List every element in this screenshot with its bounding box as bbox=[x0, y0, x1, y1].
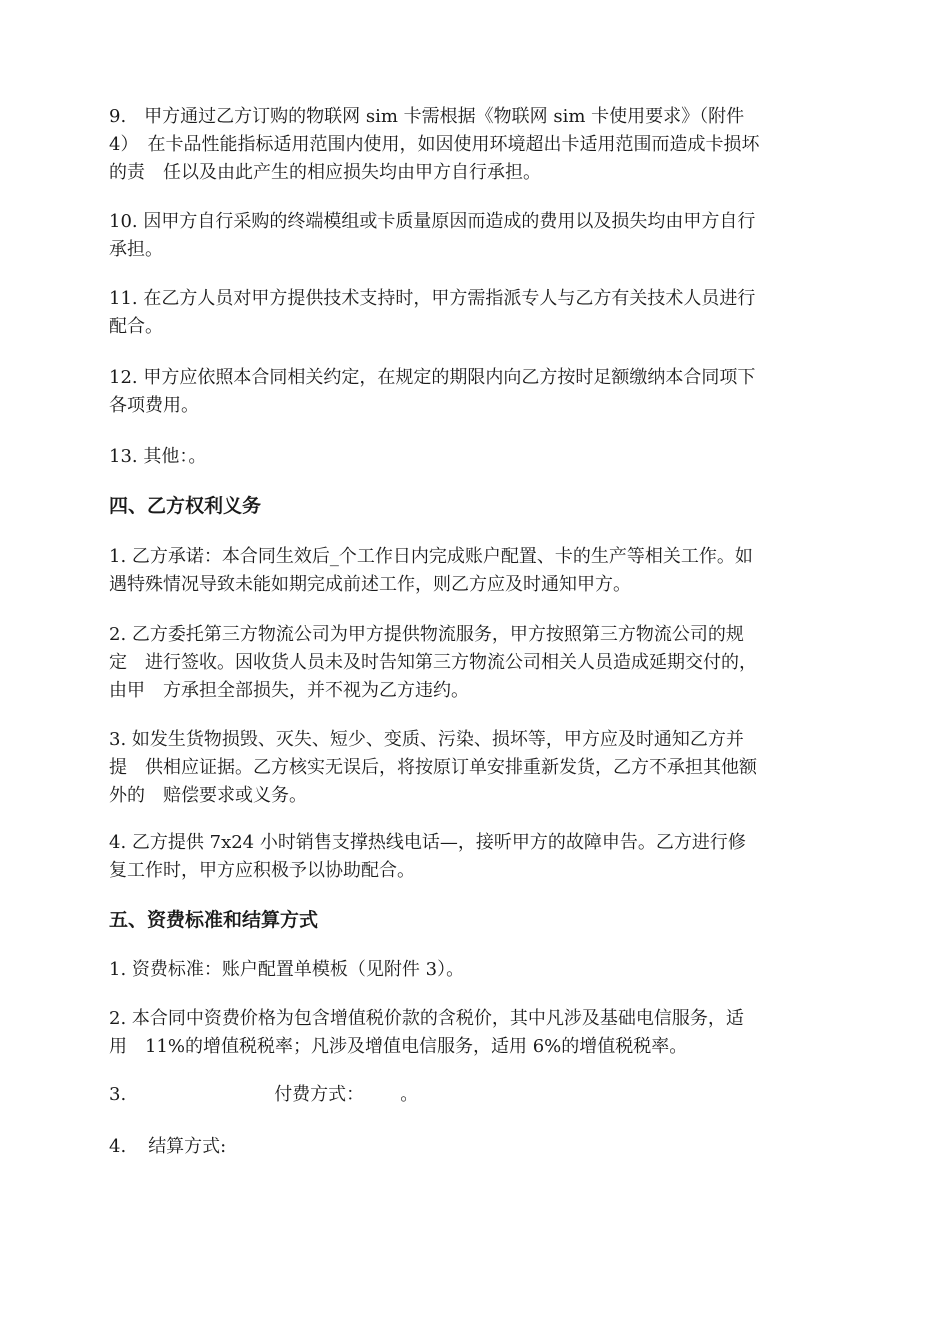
item-number: 4. bbox=[109, 1136, 127, 1157]
clause-12 bbox=[109, 364, 849, 420]
text-line: 外的 赔偿要求或义务。 bbox=[109, 785, 307, 806]
text-line: 1. 乙方承诺：本合同生效后_个工作日内完成账户配置、卡的生产等相关工作。如 bbox=[109, 546, 753, 567]
section-5-clause-2 bbox=[109, 1005, 849, 1061]
text-line: 遇特殊情况导致未能如期完成前述工作，则乙方应及时通知甲方。 bbox=[109, 574, 631, 595]
text-line: 2. 本合同中资费价格为包含增值税价款的含税价，其中凡涉及基础电信服务，适 bbox=[109, 1008, 744, 1029]
clause-9 bbox=[109, 103, 849, 187]
section-5-heading: 五、资费标准和结算方式 bbox=[109, 909, 319, 931]
text-line: 由甲 方承担全部损失，并不视为乙方违约。 bbox=[109, 680, 469, 701]
text-line: 13. 其他：。 bbox=[109, 446, 207, 467]
text-line: 11. 在乙方人员对甲方提供技术支持时，甲方需指派专人与乙方有关技术人员进行 bbox=[109, 288, 756, 309]
text-line: 复工作时，甲方应积极予以协助配合。 bbox=[109, 860, 415, 881]
text-line: 2. 乙方委托第三方物流公司为甲方提供物流服务，甲方按照第三方物流公司的规 bbox=[109, 624, 744, 645]
section-5-item-4 bbox=[109, 1133, 849, 1161]
text-line: 配合。 bbox=[109, 316, 163, 337]
section-4-clause-2 bbox=[109, 621, 849, 705]
text-line: 3. 如发生货物损毁、灭失、短少、变质、污染、损坏等，甲方应及时通知乙方并 bbox=[109, 729, 744, 750]
clause-11 bbox=[109, 285, 849, 341]
section-4-clause-4 bbox=[109, 829, 849, 885]
text-line: 提 供相应证据。乙方核实无误后，将按原订单安排重新发货，乙方不承担其他额 bbox=[109, 757, 757, 778]
text-line: 9. 甲方通过乙方订购的物联网 sim 卡需根据《物联网 sim 卡使用要求》（附件 bbox=[109, 106, 745, 127]
text-line: 4） 在卡品性能指标适用范围内使用，如因使用环境超出卡适用范围而造成卡损坏 bbox=[109, 134, 760, 155]
clause-10 bbox=[109, 208, 849, 264]
text-line: 的责 任以及由此产生的相应损失均由甲方自行承担。 bbox=[109, 162, 541, 183]
section-4-heading: 四、乙方权利义务 bbox=[109, 495, 262, 517]
section-4-clause-1 bbox=[109, 543, 849, 599]
text-line: 4. 乙方提供 7x24 小时销售支撑热线电话—，接听甲方的故障申告。乙方进行修 bbox=[109, 832, 746, 853]
payment-method-label: 付费方式： bbox=[274, 1084, 365, 1105]
section-5-clause-1 bbox=[109, 956, 849, 984]
section-4-clause-3 bbox=[109, 726, 849, 810]
text-line: 承担。 bbox=[109, 239, 163, 260]
settlement-method-label: 结算方式: bbox=[148, 1136, 227, 1157]
text-line: 1. 资费标准：账户配置单模板（见附件 3）。 bbox=[109, 959, 465, 980]
text-line: 用 11%的增值税税率；凡涉及增值电信服务，适用 6%的增值税税率。 bbox=[109, 1036, 688, 1057]
clause-13 bbox=[109, 443, 849, 471]
item-number: 3. bbox=[109, 1084, 127, 1105]
text-line: 定 进行签收。因收货人员未及时告知第三方物流公司相关人员造成延期交付的， bbox=[109, 652, 757, 673]
text-line: 各项费用。 bbox=[109, 395, 199, 416]
text-line: 10. 因甲方自行采购的终端模组或卡质量原因而造成的费用以及损失均由甲方自行 bbox=[109, 211, 756, 232]
payment-method-end: 。 bbox=[400, 1084, 419, 1105]
text-line: 12. 甲方应依照本合同相关约定，在规定的期限内向乙方按时足额缴纳本合同项下 bbox=[109, 367, 756, 388]
section-5-item-3 bbox=[109, 1081, 849, 1109]
